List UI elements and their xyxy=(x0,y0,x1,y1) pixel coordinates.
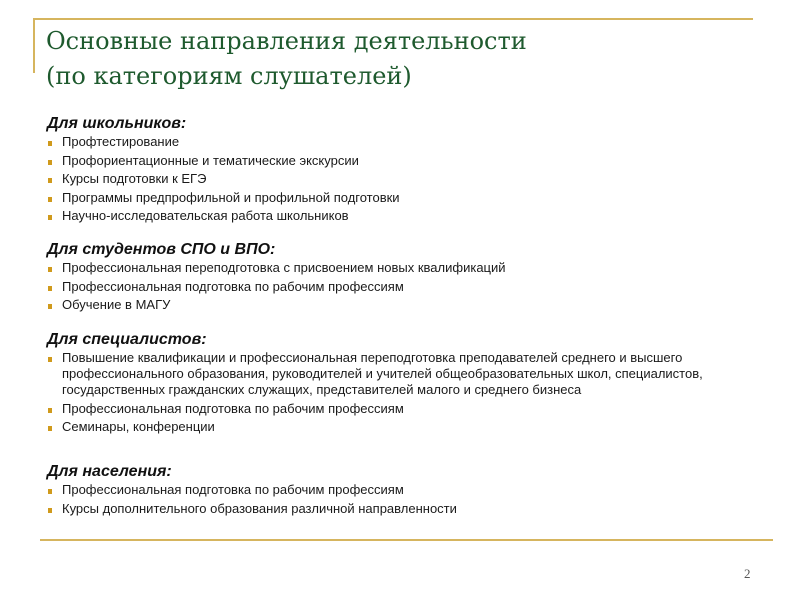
list-item-text: Профтестирование xyxy=(62,134,180,149)
list-item xyxy=(47,501,767,517)
list-item-text: Профессиональная подготовка по рабочим профессиям xyxy=(62,400,404,416)
square-bullet-icon xyxy=(48,408,52,413)
bottom-divider xyxy=(40,539,773,541)
section-3 xyxy=(47,330,767,438)
section-heading: Для специалистов: xyxy=(47,331,207,348)
section-heading: Для населения: xyxy=(47,463,172,480)
list-item xyxy=(47,134,767,150)
list-item-text: Профессиональная подготовка по рабочим профессиям xyxy=(62,482,404,497)
square-bullet-icon xyxy=(48,160,52,165)
section-2 xyxy=(47,240,767,316)
slide-title xyxy=(46,24,527,94)
bullet-list xyxy=(47,350,767,435)
square-bullet-icon xyxy=(48,215,52,220)
list-item-text: Профессиональная переподготовка с присвоением новых квалификаций xyxy=(62,260,506,275)
list-item xyxy=(47,153,767,169)
section-heading: Для школьников: xyxy=(47,115,187,132)
list-item-text: Курсы подготовки к ЕГЭ xyxy=(62,171,207,187)
list-item xyxy=(47,171,767,187)
list-item-text: Профориентационные и тематические экскурсии xyxy=(62,152,359,168)
left-divider xyxy=(33,18,35,73)
title-line-2: (по категориям слушателей) xyxy=(46,62,412,90)
list-item-text: Курсы дополнительного образования различной направленности xyxy=(62,500,457,516)
list-item-text: Профессиональная подготовка по рабочим профессиям xyxy=(62,278,404,294)
list-item-text: Повышение квалификации и профессиональная переподготовка преподавателей среднего и высшего профессионального образования, руководителей и учителей общеобразовательных школ, специалистов, государственных гражданских служащих, представителей малого и среднего бизнеса xyxy=(62,350,703,397)
top-divider xyxy=(33,18,753,20)
square-bullet-icon xyxy=(48,267,52,272)
section-heading: Для студентов СПО и ВПО: xyxy=(47,241,276,258)
square-bullet-icon xyxy=(48,197,52,202)
bullet-list xyxy=(47,482,767,517)
square-bullet-icon xyxy=(48,141,52,146)
section-1 xyxy=(47,114,767,227)
square-bullet-icon xyxy=(48,357,52,362)
list-item-text: Научно-исследовательская работа школьников xyxy=(62,208,349,224)
bullet-list xyxy=(47,260,767,313)
page-number: 2 xyxy=(744,566,751,581)
square-bullet-icon xyxy=(48,286,52,291)
square-bullet-icon xyxy=(48,508,52,513)
list-item xyxy=(47,260,767,276)
square-bullet-icon xyxy=(48,489,52,494)
list-item-text: Обучение в МАГУ xyxy=(62,297,171,313)
list-item-text: Программы предпрофильной и профильной подготовки xyxy=(62,189,400,205)
square-bullet-icon xyxy=(48,304,52,309)
list-item xyxy=(47,279,767,295)
list-item xyxy=(47,350,767,398)
list-item xyxy=(47,297,767,313)
square-bullet-icon xyxy=(48,426,52,431)
list-item xyxy=(47,482,767,498)
title-line-1: Основные направления деятельности xyxy=(46,27,527,55)
list-item xyxy=(47,419,767,435)
list-item xyxy=(47,401,767,417)
list-item xyxy=(47,208,767,224)
bullet-list xyxy=(47,134,767,224)
list-item xyxy=(47,190,767,206)
section-4 xyxy=(47,462,767,519)
square-bullet-icon xyxy=(48,178,52,183)
list-item-text: Семинары, конференции xyxy=(62,419,215,435)
